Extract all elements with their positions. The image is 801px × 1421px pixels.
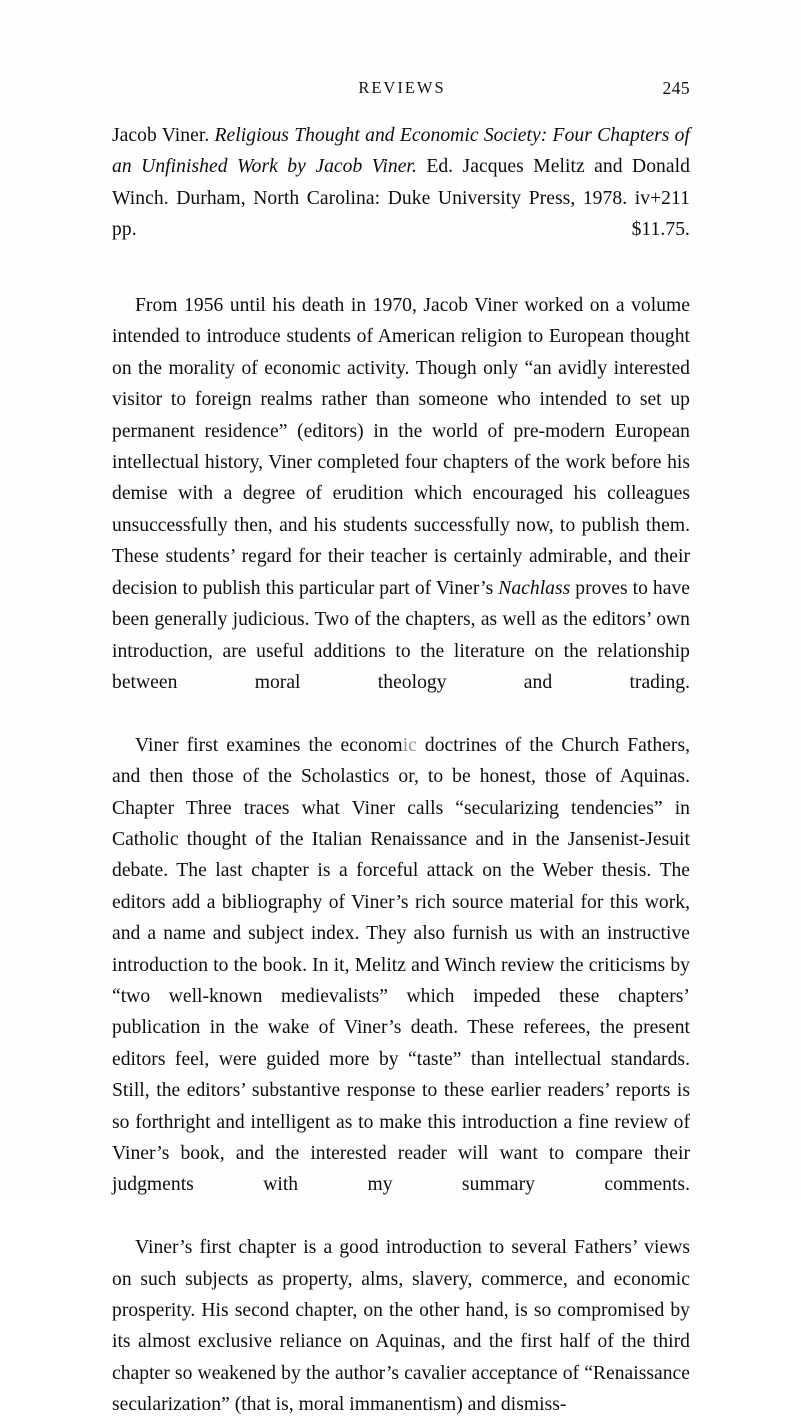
text-run: From 1956 until his death in 1970, Jacob Viner worked on a volume intended to introduce students of American religion to European thought on the morality of economic activity. Though only “an avidly interested visitor to foreign realms rather than someone who intended to set up permanent residence” (editors) in the world of pre-modern European intellectual history, Viner completed four chapters of the work before his demise with a degree of erudition which encouraged his colleagues unsuccessfully then, and his students successfully now, to publish them. These students’ regard for their teacher is certainly admirable, and their decision to publish this particular part of Viner’s <box>112 295 690 599</box>
text-run: Viner’s first chapter is a good introduction to several Fathers’ views on such subjects as property, alms, slavery, commerce, and economic prosperity. His second chapter, on the other hand, is so compromised by its almost exclusive reliance on Aquinas, and the first half of the third chapter so weakened by the author’s cavalier acceptance of “Renaissance secularization” (that is, moral immanentism) and dismiss- <box>112 1237 690 1416</box>
text-run: Viner first examines the econom <box>135 734 403 756</box>
book-citation <box>112 120 690 277</box>
citation-imprint: Ed. Jacques Melitz and Donald Winch. Durham, North Carolina: Duke University Press, 1978. iv+211 pp. $11.75. <box>112 156 690 241</box>
running-head <box>112 78 690 102</box>
page-number: 245 <box>662 78 690 98</box>
italic-run: Nachlass <box>498 577 571 599</box>
citation-title: Religious Thought and Economic Society: Four Chapters of an Unfinished Work by Jacob Viner. <box>112 125 690 178</box>
text-run: proves to have been generally judicious. Two of the chapters, as well as the editors’ own introduction, are useful additions to the literature on the relationship between moral theology and trading. <box>112 577 691 693</box>
text-block <box>112 120 690 1421</box>
faded-ink-run: ic <box>402 734 417 756</box>
review-paragraph-3 <box>112 1232 690 1420</box>
running-head-title: REVIEWS <box>358 78 446 97</box>
text-run: doctrines of the Church Fathers, and then those of the Scholastics or, to be honest, those of Aquinas. Chapter Three traces what Viner calls “secularizing tendencies” in Catholic thought of the Italian Renaissance and in the Jansenist-Jesuit debate. The last chapter is a forceful attack on the Weber thesis. The editors add a bibliography of Viner’s rich source material for this work, and a name and subject index. They also furnish us with an instructive introduction to the book. In it, Melitz and Winch review the criticisms by “two well-known medievalists” which impeded these chapters’ publication in the wake of Viner’s death. These referees, the present editors feel, were guided more by “taste” than intellectual standards. Still, the editors’ substantive response to these earlier readers’ reports is so forthright and intelligent as to make this introduction a fine review of Viner’s book, and the interested reader will want to compare their judgments with my summary comments. <box>112 734 691 1196</box>
review-paragraph-1 <box>112 290 690 730</box>
citation-author: Jacob Viner. <box>112 125 215 146</box>
review-paragraph-2 <box>112 730 690 1233</box>
